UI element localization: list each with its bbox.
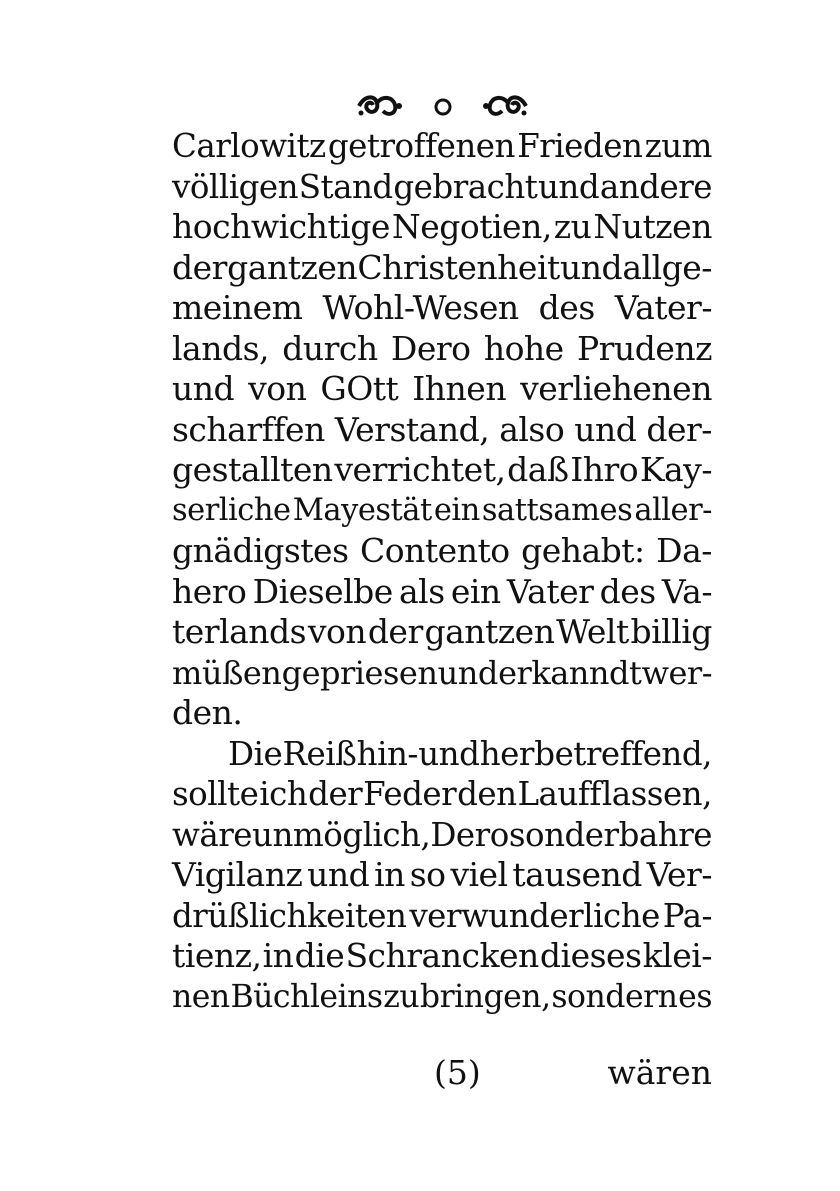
text-line: wäre unmöglich, Dero sonderbahre: [172, 815, 712, 854]
body-text: [172, 126, 712, 1017]
text-line: drüßlichkeiten verwunderliche Pa-: [172, 896, 712, 935]
text-line: hero Dieselbe als ein Vater des Va-: [172, 571, 712, 611]
text-line: müßen gepriesen und erkanndt wer-: [172, 653, 712, 692]
page-footer: [172, 1052, 712, 1094]
text-line: hochwichtige Negotien, zu Nutzen: [172, 207, 712, 246]
text-line: tienz, in die Schrancken dieses klei-: [172, 936, 712, 975]
text-line: völligen Stand gebracht und andere: [172, 167, 712, 206]
text-line: meinem Wohl-Wesen des Vater-: [172, 288, 712, 327]
flourish-right-icon: [482, 91, 530, 121]
text-line: Vigilanz und in so viel tausend Ver-: [172, 855, 712, 894]
text-line: der gantzen Christenheit und allge-: [172, 247, 712, 287]
catchword: wären: [607, 1053, 712, 1092]
text-line: scharffen Verstand, also und der-: [172, 409, 712, 449]
text-line: Die Reiß hin- und her betreffend,: [228, 734, 712, 773]
text-line: gnädigstes Contento gehabt: Da-: [172, 531, 712, 570]
text-line: Carlowitz getroffenen Frieden zum: [172, 127, 712, 165]
page-number: (5): [434, 1053, 481, 1092]
text-line: terlands von der gantzen Welt billig: [172, 612, 712, 651]
text-line: serliche Mayestät ein sattsames aller-: [172, 492, 712, 528]
text-line: gestallten verrichtet, daß Ihro Kay-: [172, 450, 712, 489]
text-line: nen Büchleins zu bringen, sondern es: [172, 978, 712, 1015]
text-line: und von GOtt Ihnen verliehenen: [172, 369, 712, 408]
text-line: sollte ich der Feder den Lauff lassen,: [172, 775, 712, 813]
flourish-left-icon: [355, 91, 403, 121]
text-line: lands, durch Dero hohe Prudenz: [172, 328, 712, 368]
page-header-ornament: [355, 88, 530, 124]
circle-icon: [431, 94, 455, 118]
text-line: den.: [172, 693, 243, 732]
